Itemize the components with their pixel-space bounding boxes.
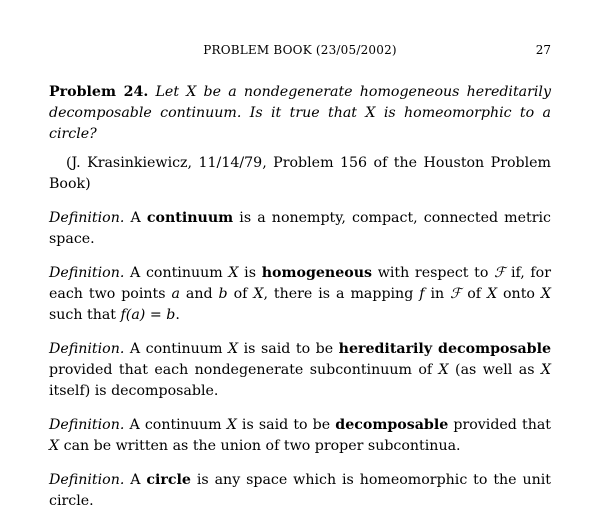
definition-text: A: [130, 472, 147, 488]
definition-text: in: [424, 286, 451, 302]
defined-term: continuum: [146, 210, 234, 226]
math-variable: X: [540, 286, 551, 302]
math-variable: b: [218, 286, 228, 302]
math-variable: ℱ: [494, 265, 506, 281]
definition-text: is a nonempty, compact, connected metric space.: [49, 210, 551, 247]
definition-text: A continuum: [129, 341, 228, 357]
math-variable: X: [486, 286, 498, 302]
definition-text: such that: [49, 307, 121, 323]
math-variable: X: [253, 286, 264, 302]
math-variable: f: [419, 286, 425, 302]
math-variable: X: [49, 438, 60, 454]
definition-homogeneous: [49, 263, 551, 326]
definition-text: A continuum: [130, 265, 229, 281]
defined-term: decomposable: [335, 417, 449, 433]
definition-label: Definition.: [49, 417, 125, 433]
definition-text: provided that each nondegenerate subcontinuum of: [49, 362, 439, 378]
definition-text: if, for each two points: [49, 265, 552, 302]
math-variable: X: [226, 417, 237, 433]
definition-text: is said to be: [236, 417, 336, 433]
math-variable: a: [171, 286, 180, 302]
problem-attribution: (J. Krasinkiewicz, 11/14/79, Problem 156 of the Houston Problem Book): [49, 155, 551, 192]
definition-label: Definition.: [49, 341, 125, 357]
document-page: [49, 40, 551, 512]
definition-text: can be written as the union of two proper subcontinua.: [59, 438, 461, 454]
definition-text: of: [461, 286, 487, 302]
definition-text: (as well as: [448, 362, 541, 378]
definition-text: is any space which is homeomorphic to the unit circle.: [49, 472, 551, 509]
definition-circle: [49, 470, 551, 512]
defined-term: circle: [146, 472, 191, 488]
definition-label: Definition.: [49, 472, 125, 488]
definition-text: is: [238, 265, 262, 281]
definition-label: Definition.: [49, 265, 125, 281]
definition-text: provided that: [448, 417, 551, 433]
definition-text: itself) is decomposable.: [49, 383, 219, 399]
definition-decomposable: [49, 415, 551, 457]
math-variable: X: [540, 362, 552, 378]
running-header: [49, 40, 551, 60]
definition-text: with respect to: [372, 265, 495, 281]
math-expression: f(a) = b: [120, 307, 176, 323]
definition-text: .: [175, 307, 180, 323]
page-number: 27: [535, 43, 551, 57]
problem-statement: [49, 82, 551, 145]
math-variable: X: [228, 265, 239, 281]
math-variable: X: [227, 341, 239, 357]
defined-term: hereditarily decomposable: [338, 341, 551, 357]
definition-text: and: [179, 286, 219, 302]
definition-hereditarily-decomposable: [49, 339, 551, 402]
definition-text: , there is a mapping: [263, 286, 420, 302]
definition-text: is said to be: [238, 341, 339, 357]
problem-label: Problem 24.: [49, 84, 149, 100]
definition-label: Definition.: [49, 210, 125, 226]
definition-text: onto: [497, 286, 541, 302]
definition-text: A continuum: [129, 417, 227, 433]
definition-text: A: [130, 210, 147, 226]
problem-text: Let X be a nondegenerate homogeneous hereditarily decomposable continuum. Is it true that X is homeomorphic to a circle?: [49, 84, 551, 142]
math-variable: ℱ: [450, 286, 462, 302]
definition-text: of: [227, 286, 254, 302]
definition-continuum: [49, 208, 551, 250]
math-variable: X: [438, 362, 449, 378]
defined-term: homogeneous: [261, 265, 373, 281]
running-title: PROBLEM BOOK (23/05/2002): [203, 43, 397, 57]
